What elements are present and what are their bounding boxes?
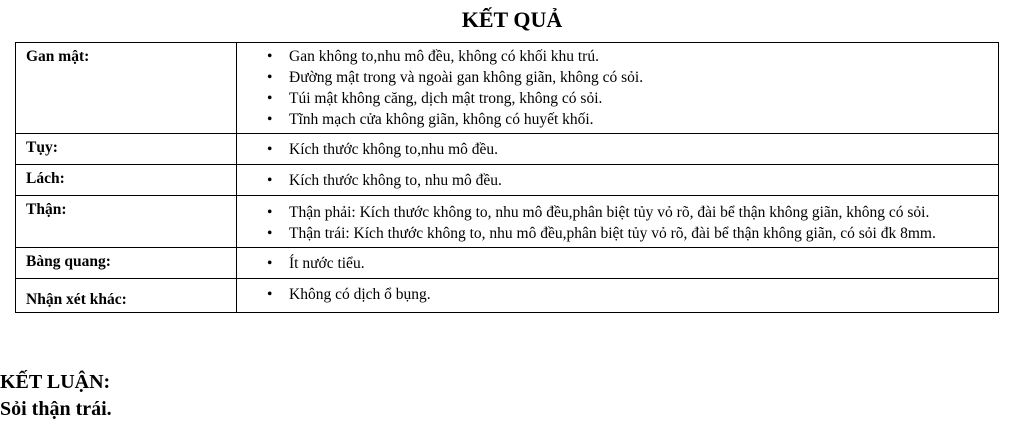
row-findings	[237, 196, 999, 248]
row-findings	[237, 165, 999, 196]
table-row	[16, 279, 999, 313]
table-row	[16, 196, 999, 248]
row-label-lach: Lách:	[16, 165, 237, 196]
list-item: • Đường mật trong và ngoài gan không giãn, không có sỏi.	[289, 67, 986, 88]
row-label-bang-quang: Bàng quang:	[16, 248, 237, 279]
list-item: • Gan không to,nhu mô đều, không có khối khu trú.	[289, 46, 986, 67]
table-row	[16, 248, 999, 279]
list-item: • Thận phải: Kích thước không to, nhu mô đều,phân biệt tủy vỏ rõ, đài bể thận không giãn, không có sỏi.	[289, 202, 986, 223]
row-label-tuy: Tụy:	[16, 134, 237, 165]
table-row	[16, 43, 999, 134]
row-findings	[237, 248, 999, 279]
page-title: KẾT QUẢ	[461, 7, 563, 32]
conclusion-heading: KẾT LUẬN:	[0, 371, 111, 393]
list-item: • Kích thước không to,nhu mô đều.	[289, 139, 986, 160]
results-table	[15, 42, 999, 313]
conclusion-text: Sỏi thận trái.	[0, 398, 112, 420]
row-findings	[237, 279, 999, 313]
row-findings	[237, 134, 999, 165]
list-item: • Thận trái: Kích thước không to, nhu mô đều,phân biệt tủy vỏ rõ, đài bể thận không giãn, có sỏi đk 8mm.	[289, 223, 986, 244]
list-item: • Ít nước tiểu.	[289, 253, 986, 274]
list-item: • Túi mật không căng, dịch mật trong, không có sỏi.	[289, 88, 986, 109]
table-row	[16, 165, 999, 196]
list-item: • Không có dịch ổ bụng.	[289, 284, 986, 305]
row-label-than: Thận:	[16, 196, 237, 248]
row-label-nhan-xet-khac: Nhận xét khác:	[16, 279, 237, 313]
row-findings	[237, 43, 999, 134]
list-item: • Kích thước không to, nhu mô đều.	[289, 170, 986, 191]
list-item: • Tĩnh mạch cửa không giãn, không có huyết khối.	[289, 109, 986, 130]
row-label-gan-mat: Gan mật:	[16, 43, 237, 134]
table-row	[16, 134, 999, 165]
